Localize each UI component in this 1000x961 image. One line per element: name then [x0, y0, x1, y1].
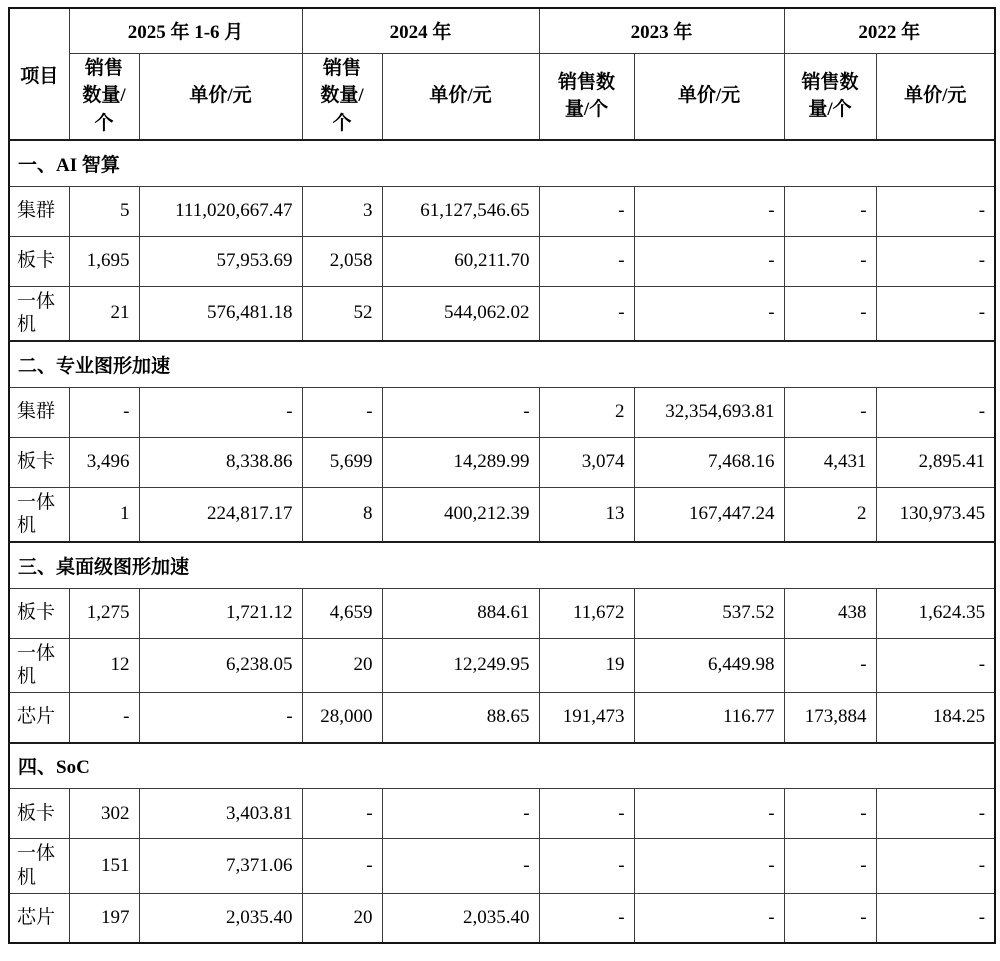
- qty-value: -: [302, 839, 382, 894]
- price-value: 7,371.06: [139, 839, 302, 894]
- header-price-2022: 单价/元: [876, 53, 995, 140]
- header-period-2025: 2025 年 1-6 月: [69, 8, 302, 53]
- section-row: [9, 341, 995, 387]
- header-period-row: [9, 8, 995, 53]
- qty-value: 5,699: [302, 437, 382, 487]
- item-label: 板卡: [9, 437, 69, 487]
- qty-value: -: [539, 839, 634, 894]
- qty-value: 2,058: [302, 236, 382, 286]
- price-value: -: [876, 236, 995, 286]
- price-value: -: [876, 893, 995, 943]
- price-value: 537.52: [634, 588, 784, 638]
- header-price-2024: 单价/元: [382, 53, 539, 140]
- price-value: 1,624.35: [876, 588, 995, 638]
- qty-value: -: [784, 236, 876, 286]
- price-value: -: [876, 387, 995, 437]
- qty-value: 3: [302, 186, 382, 236]
- qty-value: 173,884: [784, 693, 876, 743]
- price-value: 2,035.40: [382, 893, 539, 943]
- qty-value: -: [784, 893, 876, 943]
- price-value: 167,447.24: [634, 487, 784, 542]
- price-value: 6,449.98: [634, 638, 784, 693]
- qty-value: -: [69, 387, 139, 437]
- item-label: 一体机: [9, 487, 69, 542]
- sales-quantity-price-table: [8, 7, 996, 944]
- qty-value: -: [784, 839, 876, 894]
- header-measure-row: [9, 53, 995, 140]
- table-row: [9, 789, 995, 839]
- price-value: 1,721.12: [139, 588, 302, 638]
- header-price-2025: 单价/元: [139, 53, 302, 140]
- qty-value: 52: [302, 286, 382, 341]
- price-value: 3,403.81: [139, 789, 302, 839]
- price-value: -: [634, 236, 784, 286]
- qty-value: 28,000: [302, 693, 382, 743]
- price-value: -: [876, 186, 995, 236]
- header-price-2023: 单价/元: [634, 53, 784, 140]
- section-title: 一、AI 智算: [9, 140, 995, 186]
- table-body: [9, 140, 995, 943]
- qty-value: -: [302, 789, 382, 839]
- qty-value: 20: [302, 893, 382, 943]
- price-value: 57,953.69: [139, 236, 302, 286]
- price-value: 884.61: [382, 588, 539, 638]
- qty-value: 8: [302, 487, 382, 542]
- price-value: 14,289.99: [382, 437, 539, 487]
- price-value: 2,035.40: [139, 893, 302, 943]
- qty-value: -: [539, 286, 634, 341]
- price-value: -: [876, 839, 995, 894]
- price-value: 184.25: [876, 693, 995, 743]
- table-row: [9, 286, 995, 341]
- price-value: 61,127,546.65: [382, 186, 539, 236]
- qty-value: 12: [69, 638, 139, 693]
- qty-value: -: [539, 236, 634, 286]
- price-value: -: [634, 893, 784, 943]
- qty-value: -: [539, 789, 634, 839]
- table-row: [9, 693, 995, 743]
- price-value: -: [382, 839, 539, 894]
- qty-value: 2: [784, 487, 876, 542]
- qty-value: -: [69, 693, 139, 743]
- qty-value: 191,473: [539, 693, 634, 743]
- qty-value: 11,672: [539, 588, 634, 638]
- price-value: 12,249.95: [382, 638, 539, 693]
- price-value: 400,212.39: [382, 487, 539, 542]
- header-qty-2022: 销售数量/个: [784, 53, 876, 140]
- price-value: -: [634, 789, 784, 839]
- price-value: -: [139, 387, 302, 437]
- section-row: [9, 542, 995, 588]
- table-row: [9, 893, 995, 943]
- price-value: 576,481.18: [139, 286, 302, 341]
- qty-value: -: [539, 186, 634, 236]
- section-title: 四、SoC: [9, 743, 995, 789]
- qty-value: 13: [539, 487, 634, 542]
- header-period-2024: 2024 年: [302, 8, 539, 53]
- qty-value: -: [784, 638, 876, 693]
- table-row: [9, 487, 995, 542]
- table-row: [9, 387, 995, 437]
- table-row: [9, 236, 995, 286]
- qty-value: -: [784, 286, 876, 341]
- table-row: [9, 588, 995, 638]
- qty-value: 5: [69, 186, 139, 236]
- qty-value: 19: [539, 638, 634, 693]
- header-period-2022: 2022 年: [784, 8, 995, 53]
- price-value: 8,338.86: [139, 437, 302, 487]
- qty-value: 197: [69, 893, 139, 943]
- qty-value: 438: [784, 588, 876, 638]
- qty-value: 21: [69, 286, 139, 341]
- header-item: 项目: [9, 8, 69, 140]
- item-label: 芯片: [9, 893, 69, 943]
- qty-value: 3,074: [539, 437, 634, 487]
- item-label: 一体机: [9, 839, 69, 894]
- item-label: 芯片: [9, 693, 69, 743]
- header-qty-2025: 销售数量/个: [69, 53, 139, 140]
- qty-value: 3,496: [69, 437, 139, 487]
- price-value: -: [876, 286, 995, 341]
- item-label: 集群: [9, 186, 69, 236]
- header-period-2023: 2023 年: [539, 8, 784, 53]
- qty-value: 1,275: [69, 588, 139, 638]
- price-value: -: [139, 693, 302, 743]
- section-title: 二、专业图形加速: [9, 341, 995, 387]
- table-row: [9, 186, 995, 236]
- price-value: 6,238.05: [139, 638, 302, 693]
- header-qty-2024: 销售数量/个: [302, 53, 382, 140]
- price-value: 60,211.70: [382, 236, 539, 286]
- qty-value: -: [784, 789, 876, 839]
- qty-value: -: [302, 387, 382, 437]
- qty-value: 1: [69, 487, 139, 542]
- item-label: 板卡: [9, 588, 69, 638]
- price-value: 88.65: [382, 693, 539, 743]
- section-title: 三、桌面级图形加速: [9, 542, 995, 588]
- qty-value: 4,659: [302, 588, 382, 638]
- price-value: 544,062.02: [382, 286, 539, 341]
- price-value: -: [876, 638, 995, 693]
- qty-value: 1,695: [69, 236, 139, 286]
- item-label: 板卡: [9, 789, 69, 839]
- price-value: -: [876, 789, 995, 839]
- section-row: [9, 140, 995, 186]
- price-value: 7,468.16: [634, 437, 784, 487]
- header-qty-2023: 销售数量/个: [539, 53, 634, 140]
- price-value: -: [634, 839, 784, 894]
- qty-value: 4,431: [784, 437, 876, 487]
- qty-value: -: [539, 893, 634, 943]
- price-value: 224,817.17: [139, 487, 302, 542]
- item-label: 一体机: [9, 286, 69, 341]
- price-value: 111,020,667.47: [139, 186, 302, 236]
- qty-value: 151: [69, 839, 139, 894]
- qty-value: -: [784, 387, 876, 437]
- price-value: 32,354,693.81: [634, 387, 784, 437]
- qty-value: 20: [302, 638, 382, 693]
- price-value: -: [382, 387, 539, 437]
- price-value: -: [382, 789, 539, 839]
- qty-value: -: [784, 186, 876, 236]
- qty-value: 2: [539, 387, 634, 437]
- table-row: [9, 638, 995, 693]
- qty-value: 302: [69, 789, 139, 839]
- price-value: 2,895.41: [876, 437, 995, 487]
- section-row: [9, 743, 995, 789]
- table-row: [9, 839, 995, 894]
- item-label: 一体机: [9, 638, 69, 693]
- price-value: -: [634, 186, 784, 236]
- price-value: -: [634, 286, 784, 341]
- price-value: 116.77: [634, 693, 784, 743]
- table-row: [9, 437, 995, 487]
- item-label: 板卡: [9, 236, 69, 286]
- table-header: [9, 8, 995, 140]
- price-value: 130,973.45: [876, 487, 995, 542]
- item-label: 集群: [9, 387, 69, 437]
